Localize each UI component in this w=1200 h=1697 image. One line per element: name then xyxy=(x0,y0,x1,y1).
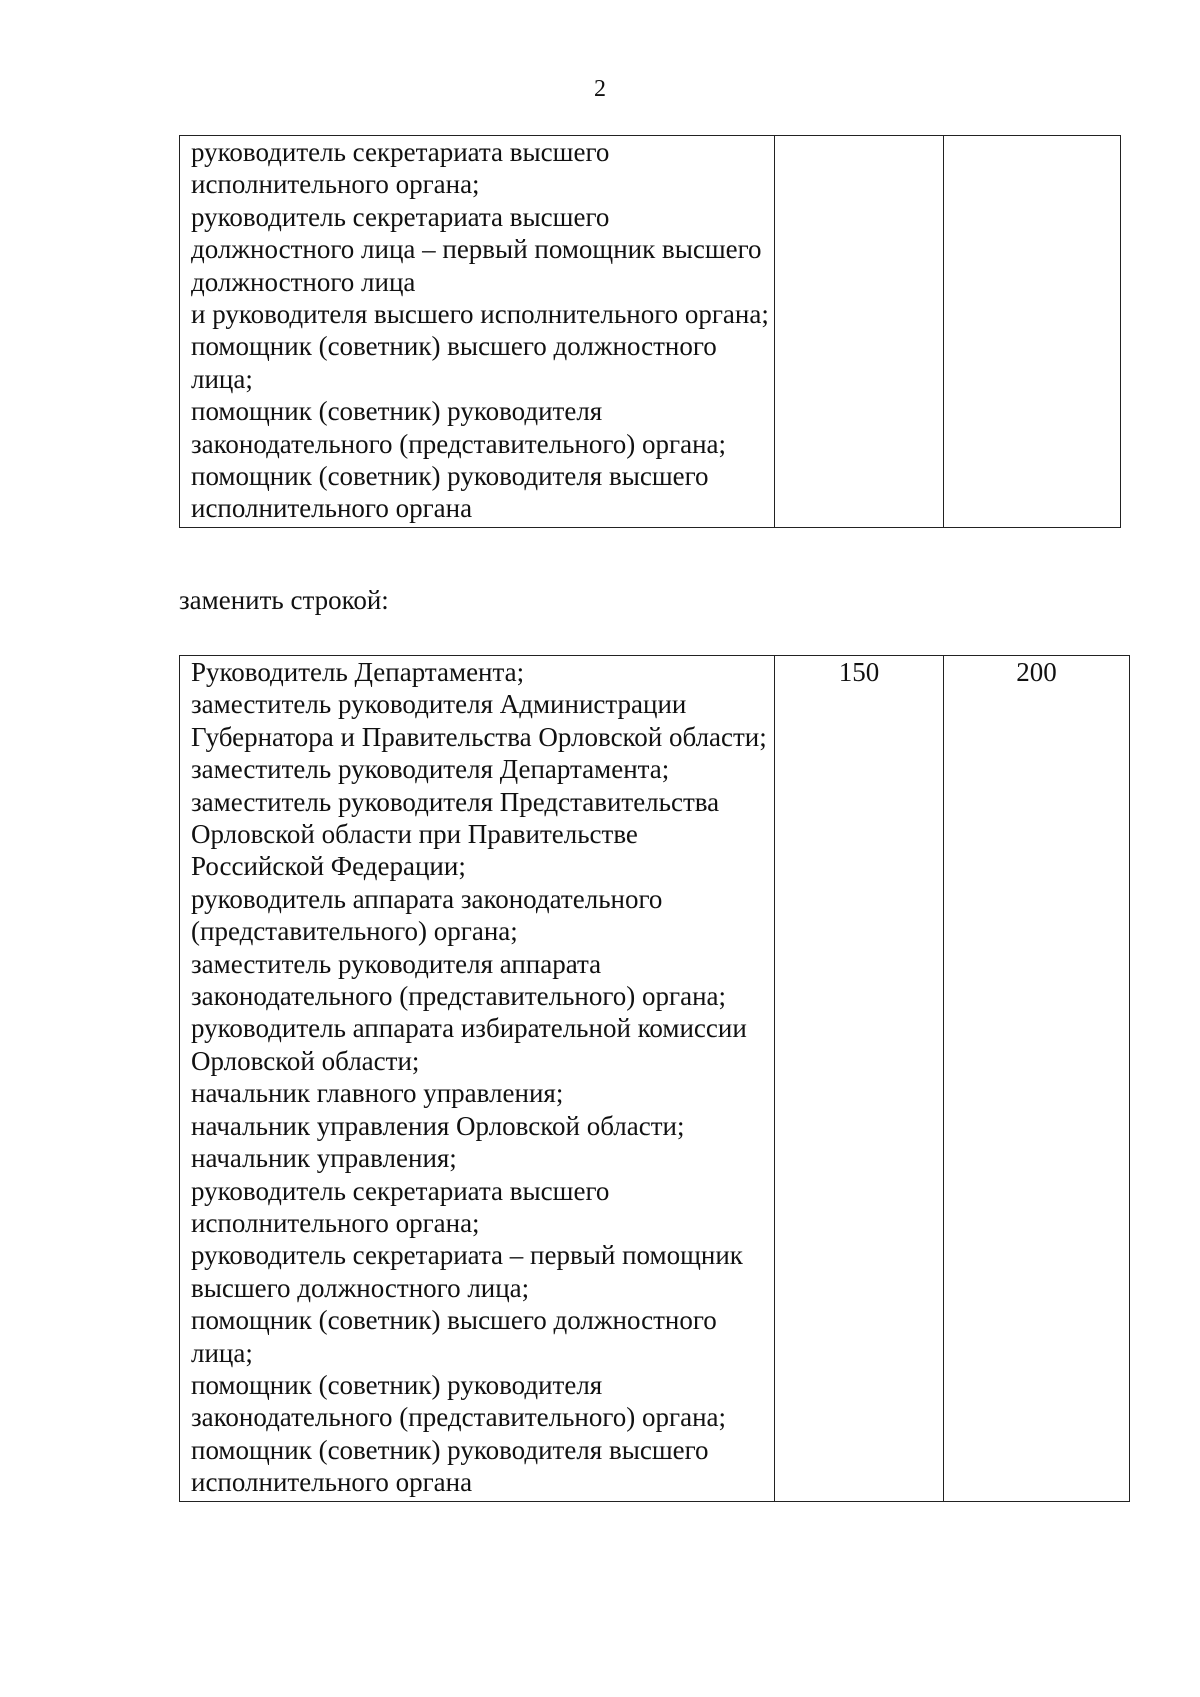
position-entry: руководитель аппарата законодательного (представительного) органа; xyxy=(191,883,663,947)
position-entry: руководитель секретариата высшего должностного лица – первый помощник высшего должностного лица xyxy=(191,201,762,297)
position-entry: помощник (советник) высшего должностного лица; xyxy=(191,331,717,394)
page-number: 2 xyxy=(594,76,606,102)
replace-caption: заменить строкой: xyxy=(179,585,389,615)
position-entry: заместитель руководителя Представительства Орловской области при Правительстве Российской Федерации; xyxy=(191,786,720,882)
position-entry: помощник (советник) высшего должностного лица; xyxy=(191,1305,717,1368)
position-entry: и руководителя высшего исполнительного органа; xyxy=(191,299,769,330)
position-entry: заместитель руководителя Администрации Губернатора и Правительства Орловской области; xyxy=(191,689,767,752)
old-table-row xyxy=(180,136,1121,528)
position-entry: начальник управления Орловской области; xyxy=(191,1110,685,1141)
position-entry: заместитель руководителя аппарата законодательного (представительного) органа; xyxy=(191,948,727,1012)
new-row-positions-cell xyxy=(180,656,775,1502)
old-row-table xyxy=(179,135,1121,528)
position-entry: Руководитель Департамента; xyxy=(191,657,525,687)
old-row-value-2-cell xyxy=(944,136,1121,528)
position-entry: помощник (советник) руководителя законодательного (представительного) органа; xyxy=(191,396,727,459)
position-entry: руководитель секретариата высшего исполнительного органа; xyxy=(191,1175,610,1238)
position-entry: помощник (советник) руководителя высшего исполнительного органа xyxy=(191,1434,709,1498)
position-entry: помощник (советник) руководителя высшего исполнительного органа xyxy=(191,461,709,524)
position-entry: начальник управления; xyxy=(191,1143,457,1174)
position-entry: руководитель секретариата – первый помощник высшего должностного лица; xyxy=(191,1240,743,1303)
position-entry: руководитель аппарата избирательной комиссии Орловской области; xyxy=(191,1013,747,1076)
position-entry: руководитель секретариата высшего исполнительного органа; xyxy=(191,137,610,200)
position-entry: начальник главного управления; xyxy=(191,1078,564,1109)
new-row-value-2-cell: 200 xyxy=(944,656,1130,1502)
old-row-positions-cell xyxy=(180,136,775,528)
position-entry: заместитель руководителя Департамента; xyxy=(191,754,670,785)
position-entry: помощник (советник) руководителя законодательного (представительного) органа; xyxy=(191,1369,727,1433)
old-row-value-1-cell xyxy=(775,136,944,528)
new-table-row xyxy=(180,656,1130,1502)
new-row-value-1-cell: 150 xyxy=(775,656,944,1502)
new-row-table xyxy=(179,655,1130,1502)
